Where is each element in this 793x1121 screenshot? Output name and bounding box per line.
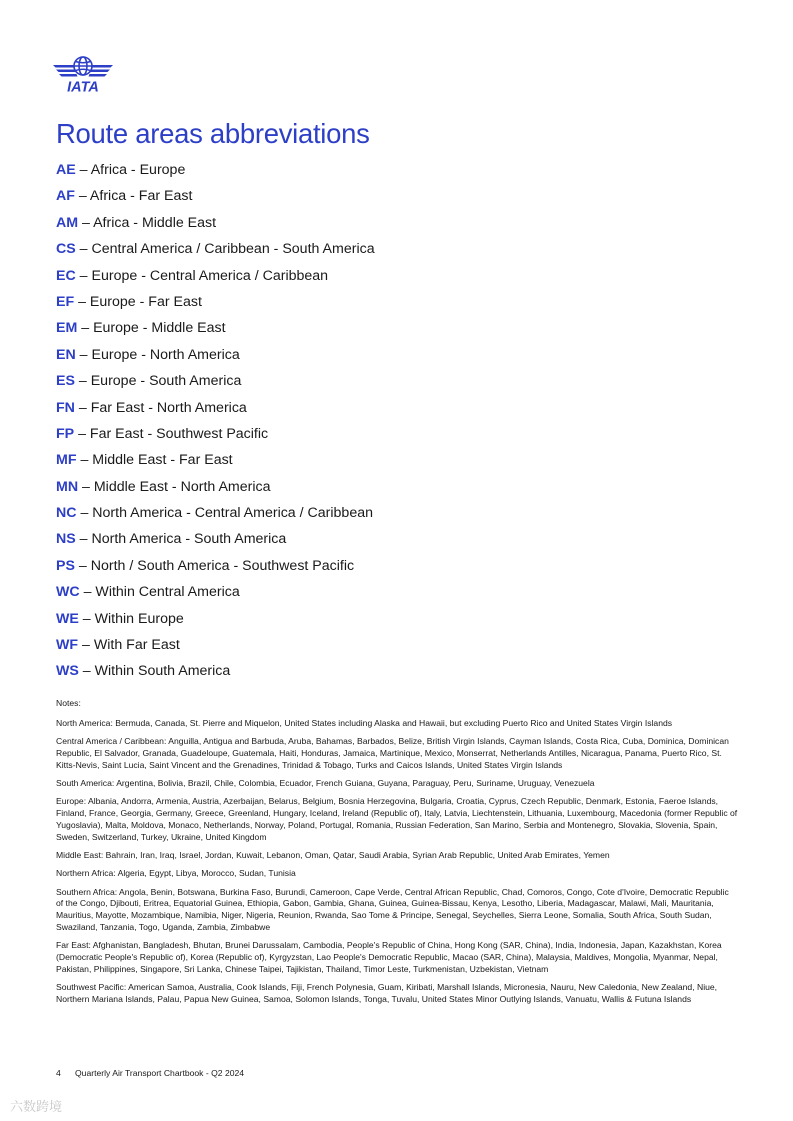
route-code: NS [56,531,76,548]
route-description: With Far East [93,637,180,654]
route-code: FN [56,399,75,416]
route-code: EF [56,293,75,310]
note-paragraph: Europe: Albania, Andorra, Armenia, Austria, Azerbaijan, Belarus, Belgium, Bosnia Herzegovina, Bulgaria, Croatia, Cyprus, Czech Republic, Denmark, Estonia, Faeroe Islands, Finland, France, Georgia, Germany, Greece, Greenland, Hungary, Iceland, Ireland (Republic of), Italy, Latvia, Liechtenstein, Lithuania, Luxembourg, Macedonia (former Republic of Yugoslavia), Malta, Moldova, Monaco, Netherlands, Norway, Poland, Portugal, Romania, Russian Federation, San Marino, Serbia and Montenegro, Slovakia, Slovenia, Spain, Sweden, Switzerland, Turkey, Ukraine, United Kingdom [56,796,738,842]
route-item [56,529,375,555]
notes-label: Notes: [56,698,81,708]
route-item [56,318,375,344]
route-item [56,556,375,582]
route-separator: – [75,241,92,258]
route-code: PS [56,557,75,574]
route-separator: – [78,637,94,654]
route-separator: – [75,162,91,178]
route-item [56,582,375,608]
page-title: Route areas abbreviations [56,118,370,149]
route-description: North America - Central America / Caribbean [92,505,373,522]
route-code: EN [56,346,76,363]
route-separator: – [74,373,91,390]
iata-logo [52,52,114,94]
route-item [56,503,375,529]
watermark: 六数跨境 [10,1100,63,1115]
route-separator: – [78,214,94,231]
route-description: Europe - North America [91,346,240,363]
route-item [56,186,375,212]
footer-title: Quarterly Air Transport Chartbook - Q2 2024 [75,1068,245,1078]
iata-logo-icon [52,52,114,94]
route-description: Africa - Far East [89,188,193,205]
note-paragraph: Southern Africa: Angola, Benin, Botswana, Burkina Faso, Burundi, Cameroon, Cape Verde, Central African Republic, Chad, Comoros, Congo, Cote d'Ivoire, Democratic Republic of the Congo, Djibouti, Eritrea, Equatorial Guinea, Ethiopia, Gabon, Gambia, Ghana, Guinea, Guinea-Bissau, Kenya, Lesotho, Liberia, Madagascar, Malawi, Mali, Mauritania, Mauritius, Mayotte, Mozambique, Namibia, Niger, Nigeria, Reunion, Rwanda, Sao Tome & Principe, Senegal, Seychelles, Sierra Leone, Somalia, South Africa, South Sudan, Swaziland, Tanzania, Togo, Uganda, Zambia, Zimbabwe [56,886,729,932]
notes-list [56,718,738,1006]
route-description: Central America / Caribbean - South America [91,241,375,258]
route-separator: – [78,610,95,627]
route-description: Within South America [94,663,231,680]
route-description: Middle East - Far East [92,452,233,469]
route-separator: – [77,320,94,337]
route-separator: – [78,478,94,495]
route-item [56,424,375,450]
route-separator: – [75,267,92,284]
route-separator: – [75,346,92,363]
route-description: Within Central America [95,584,240,601]
route-code: FP [56,425,75,442]
route-code: EC [56,267,76,284]
route-description: Middle East - North America [93,478,271,495]
route-item [56,635,375,661]
route-item [56,661,375,687]
route-code: CS [56,241,76,258]
note-paragraph: Southwest Pacific: American Samoa, Australia, Cook Islands, Fiji, French Polynesia, Guam, Kiribati, Marshall Islands, Micronesia, Nauru, New Caledonia, New Zealand, Niue, Northern Mariana Islands, Palau, Papua New Guinea, Samoa, Solomon Islands, Tonga, Tuvalu, United States Minor Outlying Islands, Vanuatu, Wallis & Futuna Islands [56,982,718,1004]
route-description: Far East - Southwest Pacific [89,425,269,442]
route-code: WE [56,610,79,627]
route-description: Within Europe [94,610,184,627]
route-code: WC [56,584,80,601]
route-description: North America - South America [91,531,287,548]
route-separator: – [78,663,95,680]
route-separator: – [76,505,93,522]
route-item [56,292,375,318]
route-separator: – [74,188,90,205]
route-description: Europe - South America [90,373,242,390]
route-code: WS [56,663,79,680]
route-description: Africa - Europe [90,162,186,178]
route-separator: – [74,557,91,574]
route-item [56,371,375,397]
route-separator: – [74,399,91,416]
logo-text: IATA [67,79,99,94]
route-code: AE [56,162,76,178]
note-paragraph: Far East: Afghanistan, Bangladesh, Bhutan, Brunei Darussalam, Cambodia, People's Republic of China, Hong Kong (SAR, China), India, Indonesia, Japan, Kazakhstan, Korea (Democratic People's Republic of), Korea (Republic of), Kyrgyzstan, Lao People's Democratic Republic, Macao (SAR, China), Malaysia, Maldives, Mongolia, Myanmar, Nepal, Pakistan, Philippines, Singapore, Sri Lanka, Chinese Taipei, Tajikistan, Thailand, Timor Leste, Turkmenistan, Uzbekistan, Vietnam [56,940,722,974]
note-paragraph: South America: Argentina, Bolivia, Brazil, Chile, Colombia, Ecuador, French Guiana, Guyana, Paraguay, Peru, Suriname, Uruguay, Venezuela [56,777,595,788]
route-code: EM [56,320,78,337]
route-description: Far East - North America [90,399,247,416]
route-code: MN [56,478,79,495]
route-separator: – [79,584,96,601]
note-paragraph: Central America / Caribbean: Anguilla, Antigua and Barbuda, Aruba, Bahamas, Barbados, Belize, British Virgin Islands, Cayman Islands, Costa Rica, Cuba, Dominica, Dominican Republic, El Salvador, Granada, Guadeloupe, Guatemala, Haiti, Honduras, Jamaica, Martinique, Mexico, Monserrat, Netherlands Antilles, Nicaragua, Panama, Puerto Rico, St. Kitts-Nevis, Saint Lucia, Saint Vincent and the Grenadines, Trinidad & Tobago, Turks and Caicos Islands, United States Virgin Islands [56,736,729,770]
route-code: WF [56,637,79,654]
route-code: ES [56,373,75,390]
route-separator: – [75,531,92,548]
route-item [56,266,375,292]
notes-section [56,698,738,1012]
route-code: AF [56,188,75,205]
route-description: Europe - Far East [89,293,202,310]
route-description: Africa - Middle East [93,214,217,231]
note-paragraph: North America: Bermuda, Canada, St. Pierre and Miquelon, United States including Alaska and Hawaii, but excluding Puerto Rico and United States Virgin Islands [56,717,673,728]
route-separator: – [74,293,90,310]
route-item [56,477,375,503]
route-item [56,239,375,265]
route-separator: – [76,452,93,469]
note-paragraph: Middle East: Bahrain, Iran, Iraq, Israel, Jordan, Kuwait, Lebanon, Oman, Qatar, Saudi Arabia, Syrian Arab Republic, United Arab Emirates, Yemen [56,849,610,860]
route-item [56,160,375,186]
route-description: Europe - Middle East [93,320,226,337]
route-code: MF [56,452,77,469]
route-item [56,609,375,635]
page-footer [56,1068,244,1078]
route-separator: – [74,425,90,442]
route-code: NC [56,505,77,522]
page-number: 4 [56,1068,61,1078]
route-description: North / South America - Southwest Pacific [90,557,355,574]
route-item [56,213,375,239]
route-description: Europe - Central America / Caribbean [91,267,329,284]
route-code: AM [56,214,79,231]
route-list [56,160,375,688]
route-item [56,345,375,371]
route-item [56,398,375,424]
route-item [56,450,375,476]
note-paragraph: Northern Africa: Algeria, Egypt, Libya, Morocco, Sudan, Tunisia [56,868,296,879]
